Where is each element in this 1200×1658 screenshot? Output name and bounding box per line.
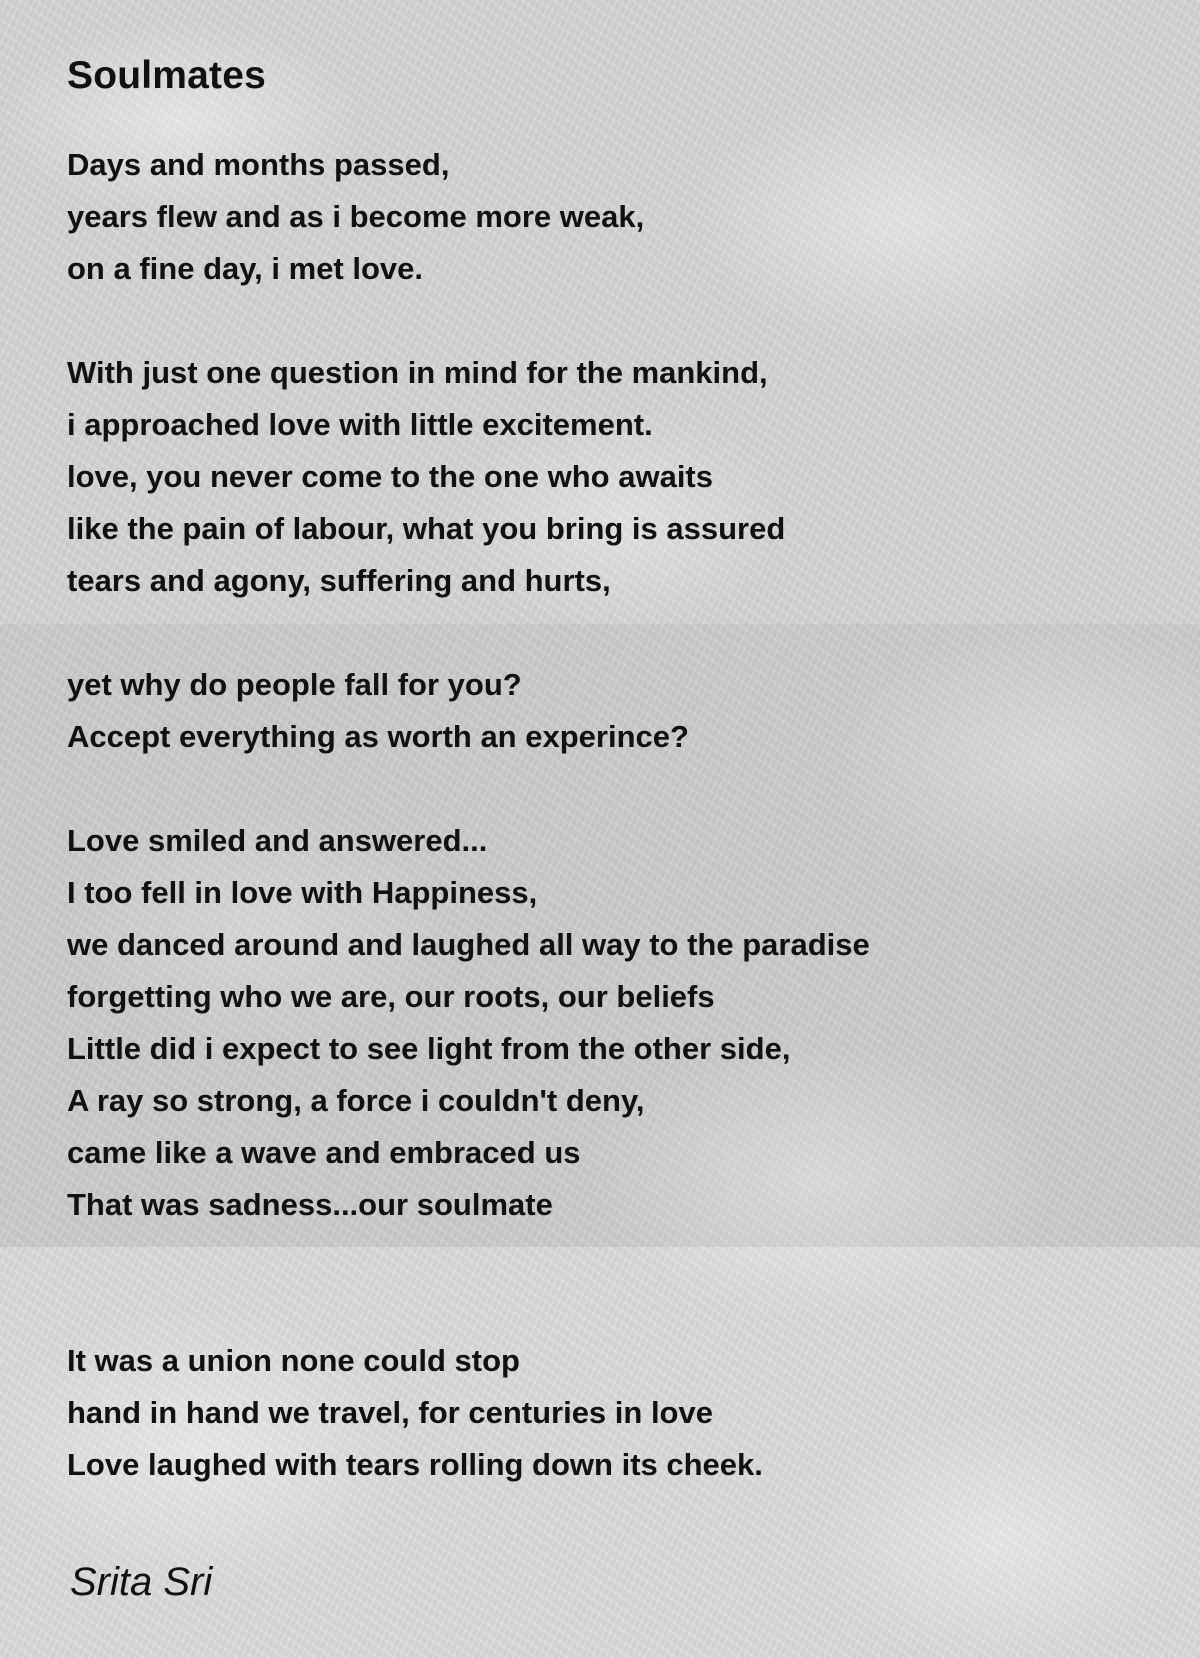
- poem-line: we danced around and laughed all way to the paradise: [67, 927, 870, 962]
- poem-line: forgetting who we are, our roots, our beliefs: [67, 979, 715, 1014]
- poem-line: Accept everything as worth an experince?: [67, 719, 689, 754]
- poem-line: i approached love with little excitement.: [67, 407, 653, 442]
- poem-stanza-break: [67, 607, 1127, 659]
- poem-line: A ray so strong, a force i couldn't deny,: [67, 1083, 645, 1118]
- poem-line: hand in hand we travel, for centuries in love: [67, 1395, 713, 1430]
- poem-line: yet why do people fall for you?: [67, 667, 522, 702]
- poem-stanza-break: [67, 1231, 1127, 1283]
- poem-line: tears and agony, suffering and hurts,: [67, 563, 611, 598]
- poem-line: Days and months passed,: [67, 147, 450, 182]
- poem-line: came like a wave and embraced us: [67, 1135, 581, 1170]
- poem-author: Srita Sri: [70, 1560, 213, 1604]
- poem-line: Little did i expect to see light from the other side,: [67, 1031, 791, 1066]
- poem-line: love, you never come to the one who awaits: [67, 459, 713, 494]
- poem-content: [67, 50, 1127, 1491]
- poem-stanza-break: [67, 763, 1127, 815]
- poem-title: Soulmates: [67, 54, 267, 97]
- poem-line: With just one question in mind for the mankind,: [67, 355, 768, 390]
- poem-body: [67, 139, 1127, 1491]
- poem-line: I too fell in love with Happiness,: [67, 875, 538, 910]
- poem-line: It was a union none could stop: [67, 1343, 520, 1378]
- poem-line: years flew and as i become more weak,: [67, 199, 645, 234]
- poem-line: like the pain of labour, what you bring is assured: [67, 511, 786, 546]
- poem-line: Love smiled and answered...: [67, 823, 488, 858]
- poem-line: on a fine day, i met love.: [67, 251, 424, 286]
- poem-stanza-break: [67, 295, 1127, 347]
- poem-line: Love laughed with tears rolling down its cheek.: [67, 1447, 763, 1482]
- poem-stanza-break: [67, 1283, 1127, 1335]
- poem-line: That was sadness...our soulmate: [67, 1187, 553, 1222]
